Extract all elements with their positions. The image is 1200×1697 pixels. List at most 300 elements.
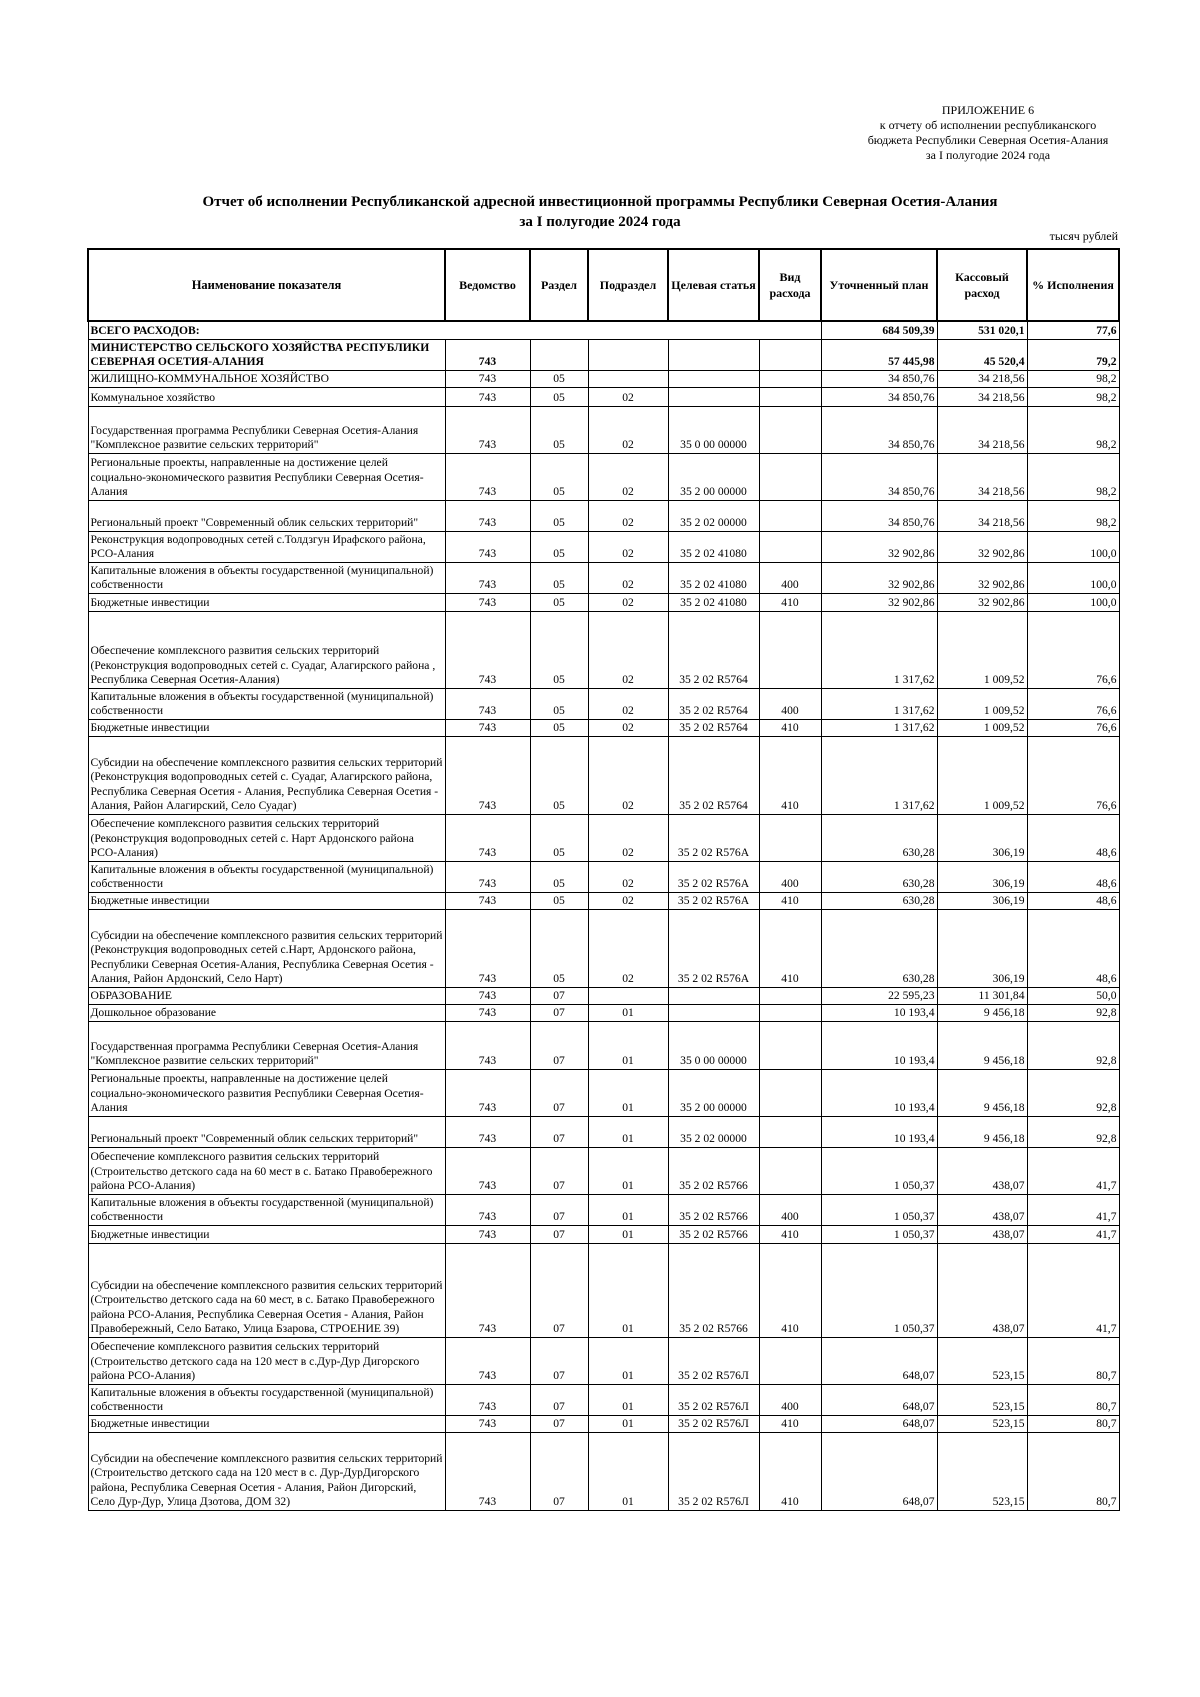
row-expense-type: 410 <box>759 1243 821 1337</box>
row-department: 743 <box>445 1069 530 1116</box>
row-cash-expense: 523,15 <box>937 1337 1027 1384</box>
row-target-item: 35 2 02 R576A <box>668 909 759 987</box>
row-target-item: 35 2 02 R5764 <box>668 736 759 814</box>
row-target-item: 35 2 02 R576A <box>668 814 759 861</box>
row-section: 05 <box>530 611 588 688</box>
table-row <box>88 387 1119 406</box>
row-cash-expense: 9 456,18 <box>937 1116 1027 1147</box>
row-plan: 32 902,86 <box>821 593 937 611</box>
table-row <box>88 1337 1119 1384</box>
row-plan: 34 850,76 <box>821 500 937 531</box>
row-percent: 48,6 <box>1027 861 1119 892</box>
row-department: 743 <box>445 500 530 531</box>
row-expense-type <box>759 531 821 562</box>
row-department: 743 <box>445 1432 530 1510</box>
row-expense-type <box>759 1021 821 1069</box>
row-name: Региональный проект "Современный облик сельских территорий" <box>88 500 445 531</box>
row-expense-type: 410 <box>759 1225 821 1243</box>
row-name: Обеспечение комплексного развития сельских территорий (Реконструкция водопроводных сетей с. Нарт Ардонского района РСО-Алания) <box>88 814 445 861</box>
row-cash-expense: 1 009,52 <box>937 736 1027 814</box>
row-name: Бюджетные инвестиции <box>88 1415 445 1432</box>
header-name: Наименование показателя <box>88 249 445 321</box>
row-name: Капитальные вложения в объекты государственной (муниципальной) собственности <box>88 861 445 892</box>
row-target-item: 35 2 02 41080 <box>668 531 759 562</box>
row-plan: 648,07 <box>821 1432 937 1510</box>
row-name: Коммунальное хозяйство <box>88 387 445 406</box>
row-cash-expense: 306,19 <box>937 909 1027 987</box>
row-target-item: 35 2 02 R5766 <box>668 1243 759 1337</box>
row-name: Бюджетные инвестиции <box>88 593 445 611</box>
row-expense-type: 410 <box>759 892 821 909</box>
row-expense-type <box>759 1004 821 1021</box>
row-percent: 41,7 <box>1027 1225 1119 1243</box>
row-department: 743 <box>445 861 530 892</box>
row-subsection: 02 <box>588 593 668 611</box>
row-cash-expense: 34 218,56 <box>937 500 1027 531</box>
row-subsection: 01 <box>588 1337 668 1384</box>
row-name: Бюджетные инвестиции <box>88 1225 445 1243</box>
row-section: 05 <box>530 370 588 387</box>
row-department: 743 <box>445 1225 530 1243</box>
row-percent: 100,0 <box>1027 562 1119 593</box>
row-target-item: 35 2 02 R576A <box>668 861 759 892</box>
row-expense-type <box>759 987 821 1004</box>
row-department: 743 <box>445 339 530 370</box>
appendix-line-3: бюджета Республики Северная Осетия-Алания <box>867 133 1109 147</box>
row-plan: 648,07 <box>821 1337 937 1384</box>
row-target-item: 35 2 02 R5764 <box>668 688 759 719</box>
row-subsection: 02 <box>588 892 668 909</box>
row-expense-type: 400 <box>759 1194 821 1225</box>
row-plan: 57 445,98 <box>821 339 937 370</box>
row-expense-type <box>759 1147 821 1194</box>
row-target-item: 35 0 00 00000 <box>668 406 759 453</box>
appendix-line-1: ПРИЛОЖЕНИЕ 6 <box>941 103 1035 117</box>
row-plan: 630,28 <box>821 892 937 909</box>
table-row <box>88 1004 1119 1021</box>
row-expense-type: 400 <box>759 688 821 719</box>
row-expense-type <box>759 370 821 387</box>
row-percent: 98,2 <box>1027 370 1119 387</box>
row-percent: 92,8 <box>1027 1004 1119 1021</box>
row-name: Капитальные вложения в объекты государственной (муниципальной) собственности <box>88 1194 445 1225</box>
row-cash-expense: 306,19 <box>937 861 1027 892</box>
table-row <box>88 1147 1119 1194</box>
row-section: 05 <box>530 892 588 909</box>
table-row <box>88 987 1119 1004</box>
table-row <box>88 1225 1119 1243</box>
row-plan: 34 850,76 <box>821 370 937 387</box>
row-name: Капитальные вложения в объекты государственной (муниципальной) собственности <box>88 688 445 719</box>
table-row <box>88 339 1119 370</box>
row-department: 743 <box>445 736 530 814</box>
row-subsection <box>588 987 668 1004</box>
table-row <box>88 1194 1119 1225</box>
report-title-line-1: Отчет об исполнении Республиканской адресной инвестиционной программы Республики Северная Осетия-Алания <box>202 194 998 210</box>
row-plan: 22 595,23 <box>821 987 937 1004</box>
row-expense-type: 410 <box>759 593 821 611</box>
row-name: Региональные проекты, направленные на достижение целей социально-экономического развития Республики Северная Осетия-Алания <box>88 1069 445 1116</box>
row-name: Субсидии на обеспечение комплексного развития сельских территорий (Реконструкция водопроводных сетей с.Нарт, Ардонского района, Республики Северная Осетия-Алания, Республика Северная Осетия - Алания, Район Ардонский, Село Нарт) <box>88 909 445 987</box>
row-name: ВСЕГО РАСХОДОВ: <box>88 321 821 339</box>
row-expense-type: 410 <box>759 1432 821 1510</box>
row-section: 07 <box>530 1194 588 1225</box>
row-plan: 32 902,86 <box>821 531 937 562</box>
row-section: 05 <box>530 406 588 453</box>
row-percent: 50,0 <box>1027 987 1119 1004</box>
row-target-item: 35 2 02 R576Л <box>668 1384 759 1415</box>
row-subsection: 02 <box>588 531 668 562</box>
row-plan: 10 193,4 <box>821 1004 937 1021</box>
row-department: 743 <box>445 562 530 593</box>
row-department: 743 <box>445 453 530 500</box>
row-percent: 100,0 <box>1027 531 1119 562</box>
row-subsection: 02 <box>588 736 668 814</box>
row-cash-expense: 306,19 <box>937 814 1027 861</box>
row-section: 05 <box>530 531 588 562</box>
row-percent: 41,7 <box>1027 1147 1119 1194</box>
row-section: 05 <box>530 861 588 892</box>
units-label: тысяч рублей <box>1049 229 1118 243</box>
appendix-line-4: за I полугодие 2024 года <box>925 148 1051 162</box>
row-percent: 48,6 <box>1027 892 1119 909</box>
row-subsection: 01 <box>588 1147 668 1194</box>
row-section: 05 <box>530 688 588 719</box>
row-subsection: 02 <box>588 562 668 593</box>
row-name: Региональные проекты, направленные на достижение целей социально-экономического развития Республики Северная Осетия-Алания <box>88 453 445 500</box>
row-cash-expense: 438,07 <box>937 1147 1027 1194</box>
row-cash-expense: 9 456,18 <box>937 1069 1027 1116</box>
header-section: Раздел <box>530 249 588 321</box>
row-plan: 34 850,76 <box>821 453 937 500</box>
row-plan: 10 193,4 <box>821 1021 937 1069</box>
row-name: Бюджетные инвестиции <box>88 892 445 909</box>
row-subsection: 02 <box>588 688 668 719</box>
row-subsection: 01 <box>588 1116 668 1147</box>
row-expense-type <box>759 1337 821 1384</box>
row-percent: 79,2 <box>1027 339 1119 370</box>
row-percent: 48,6 <box>1027 909 1119 987</box>
appendix-line-2: к отчету об исполнении республиканского <box>879 118 1097 132</box>
table-row <box>88 500 1119 531</box>
row-cash-expense: 531 020,1 <box>937 321 1027 339</box>
row-cash-expense: 1 009,52 <box>937 719 1027 736</box>
row-subsection: 01 <box>588 1415 668 1432</box>
row-expense-type <box>759 387 821 406</box>
row-name: Реконструкция водопроводных сетей с.Толдзгун Ирафского района, РСО-Алания <box>88 531 445 562</box>
header-percent: % Исполнения <box>1027 249 1119 321</box>
row-percent: 92,8 <box>1027 1069 1119 1116</box>
row-subsection: 02 <box>588 453 668 500</box>
table-row <box>88 736 1119 814</box>
row-expense-type <box>759 339 821 370</box>
row-section: 07 <box>530 1415 588 1432</box>
row-percent: 98,2 <box>1027 453 1119 500</box>
row-cash-expense: 438,07 <box>937 1194 1027 1225</box>
table-row <box>88 688 1119 719</box>
row-target-item: 35 2 02 R5766 <box>668 1225 759 1243</box>
row-section: 05 <box>530 562 588 593</box>
row-expense-type <box>759 611 821 688</box>
row-expense-type: 400 <box>759 1384 821 1415</box>
row-name: Обеспечение комплексного развития сельских территорий (Строительство детского сада на 120 мест в с.Дур-Дур Дигорского района РСО-Алания) <box>88 1337 445 1384</box>
row-cash-expense: 438,07 <box>937 1225 1027 1243</box>
table-row <box>88 814 1119 861</box>
report-title-line-2: за I полугодие 2024 года <box>519 214 681 230</box>
row-cash-expense: 9 456,18 <box>937 1004 1027 1021</box>
row-percent: 41,7 <box>1027 1194 1119 1225</box>
row-subsection: 01 <box>588 1243 668 1337</box>
row-target-item: 35 2 02 R5766 <box>668 1147 759 1194</box>
row-percent: 76,6 <box>1027 736 1119 814</box>
row-percent: 76,6 <box>1027 611 1119 688</box>
row-section: 07 <box>530 1021 588 1069</box>
row-plan: 630,28 <box>821 814 937 861</box>
row-plan: 648,07 <box>821 1384 937 1415</box>
row-section: 05 <box>530 909 588 987</box>
row-percent: 80,7 <box>1027 1432 1119 1510</box>
row-expense-type: 410 <box>759 1415 821 1432</box>
row-percent: 92,8 <box>1027 1116 1119 1147</box>
row-department: 743 <box>445 1021 530 1069</box>
row-name: Региональный проект "Современный облик сельских территорий" <box>88 1116 445 1147</box>
row-target-item: 35 2 02 00000 <box>668 500 759 531</box>
appendix-block <box>798 103 1178 163</box>
table-row <box>88 1384 1119 1415</box>
row-expense-type <box>759 406 821 453</box>
row-subsection: 02 <box>588 909 668 987</box>
row-plan: 32 902,86 <box>821 562 937 593</box>
row-department: 743 <box>445 593 530 611</box>
row-cash-expense: 306,19 <box>937 892 1027 909</box>
row-plan: 630,28 <box>821 909 937 987</box>
row-plan: 10 193,4 <box>821 1069 937 1116</box>
row-department: 743 <box>445 1147 530 1194</box>
row-section: 05 <box>530 593 588 611</box>
row-target-item: 35 2 02 R576Л <box>668 1337 759 1384</box>
row-target-item <box>668 987 759 1004</box>
row-plan: 1 317,62 <box>821 736 937 814</box>
row-cash-expense: 523,15 <box>937 1384 1027 1415</box>
row-plan: 648,07 <box>821 1415 937 1432</box>
table-row <box>88 861 1119 892</box>
report-title <box>90 192 1110 232</box>
row-department: 743 <box>445 909 530 987</box>
row-percent: 76,6 <box>1027 719 1119 736</box>
row-section: 07 <box>530 1147 588 1194</box>
row-department: 743 <box>445 370 530 387</box>
header-target-item: Целевая статья <box>668 249 759 321</box>
row-percent: 100,0 <box>1027 593 1119 611</box>
row-department: 743 <box>445 387 530 406</box>
row-target-item: 35 2 02 41080 <box>668 593 759 611</box>
row-subsection: 02 <box>588 611 668 688</box>
row-section: 05 <box>530 814 588 861</box>
row-section: 07 <box>530 1337 588 1384</box>
row-plan: 630,28 <box>821 861 937 892</box>
row-expense-type <box>759 1069 821 1116</box>
header-plan: Уточненный план <box>821 249 937 321</box>
row-section: 05 <box>530 500 588 531</box>
row-target-item: 35 2 00 00000 <box>668 453 759 500</box>
row-cash-expense: 1 009,52 <box>937 611 1027 688</box>
row-percent: 80,7 <box>1027 1337 1119 1384</box>
report-table <box>87 248 1120 1511</box>
row-expense-type <box>759 1116 821 1147</box>
row-expense-type <box>759 500 821 531</box>
row-subsection: 01 <box>588 1004 668 1021</box>
row-department: 743 <box>445 1384 530 1415</box>
row-name: Обеспечение комплексного развития сельских территорий (Строительство детского сада на 60 мест в с. Батако Правобережного района РСО-Алания) <box>88 1147 445 1194</box>
row-expense-type: 400 <box>759 562 821 593</box>
row-section <box>530 339 588 370</box>
row-cash-expense: 34 218,56 <box>937 406 1027 453</box>
row-cash-expense: 523,15 <box>937 1432 1027 1510</box>
table-row <box>88 370 1119 387</box>
row-expense-type: 410 <box>759 719 821 736</box>
row-target-item <box>668 339 759 370</box>
row-plan: 684 509,39 <box>821 321 937 339</box>
row-section: 07 <box>530 1384 588 1415</box>
row-plan: 10 193,4 <box>821 1116 937 1147</box>
row-percent: 92,8 <box>1027 1021 1119 1069</box>
row-name: Государственная программа Республики Северная Осетия-Алания "Комплексное развитие сельских территорий" <box>88 406 445 453</box>
row-department: 743 <box>445 688 530 719</box>
table-row <box>88 562 1119 593</box>
row-plan: 1 050,37 <box>821 1147 937 1194</box>
row-target-item <box>668 370 759 387</box>
table-row <box>88 892 1119 909</box>
row-section: 07 <box>530 987 588 1004</box>
row-section: 07 <box>530 1225 588 1243</box>
row-percent: 98,2 <box>1027 406 1119 453</box>
row-cash-expense: 523,15 <box>937 1415 1027 1432</box>
row-plan: 1 317,62 <box>821 611 937 688</box>
row-plan: 34 850,76 <box>821 387 937 406</box>
row-name: ОБРАЗОВАНИЕ <box>88 987 445 1004</box>
header-subsection: Подраздел <box>588 249 668 321</box>
table-row <box>88 719 1119 736</box>
row-percent: 48,6 <box>1027 814 1119 861</box>
row-cash-expense: 1 009,52 <box>937 688 1027 719</box>
row-name: Бюджетные инвестиции <box>88 719 445 736</box>
row-plan: 1 050,37 <box>821 1243 937 1337</box>
row-name: Государственная программа Республики Северная Осетия-Алания "Комплексное развитие сельских территорий" <box>88 1021 445 1069</box>
row-section: 07 <box>530 1116 588 1147</box>
row-plan: 1 317,62 <box>821 719 937 736</box>
table-row <box>88 531 1119 562</box>
table-row <box>88 1432 1119 1510</box>
row-department: 743 <box>445 1004 530 1021</box>
row-section: 07 <box>530 1004 588 1021</box>
table-row <box>88 406 1119 453</box>
row-subsection <box>588 370 668 387</box>
row-subsection: 01 <box>588 1069 668 1116</box>
table-row <box>88 1415 1119 1432</box>
row-expense-type <box>759 814 821 861</box>
row-subsection: 01 <box>588 1021 668 1069</box>
row-percent: 77,6 <box>1027 321 1119 339</box>
row-name: Субсидии на обеспечение комплексного развития сельских территорий (Строительство детского сада на 120 мест в с. Дур-ДурДигорского района, Республика Северная Осетия - Алания, Район Дигорский, Село Дур-Дур, Улица Дзотова, ДОМ 32) <box>88 1432 445 1510</box>
table-row <box>88 321 1119 339</box>
table-header-row <box>88 249 1119 321</box>
row-section: 05 <box>530 719 588 736</box>
row-subsection: 02 <box>588 387 668 406</box>
row-section: 05 <box>530 736 588 814</box>
row-cash-expense: 32 902,86 <box>937 593 1027 611</box>
row-target-item: 35 2 02 R5764 <box>668 719 759 736</box>
row-section: 05 <box>530 453 588 500</box>
row-cash-expense: 9 456,18 <box>937 1021 1027 1069</box>
row-department: 743 <box>445 611 530 688</box>
row-subsection <box>588 339 668 370</box>
row-name: Субсидии на обеспечение комплексного развития сельских территорий (Реконструкция водопроводных сетей с. Суадаг, Алагирского района, Республика Северная Осетия - Алания, Республика Северная Осетия - Алания, Район Алагирский, Село Суадаг) <box>88 736 445 814</box>
row-cash-expense: 11 301,84 <box>937 987 1027 1004</box>
row-cash-expense: 32 902,86 <box>937 531 1027 562</box>
row-name: Капитальные вложения в объекты государственной (муниципальной) собственности <box>88 1384 445 1415</box>
row-target-item <box>668 1004 759 1021</box>
row-target-item: 35 2 02 R5764 <box>668 611 759 688</box>
row-department: 743 <box>445 719 530 736</box>
row-target-item: 35 2 02 R576A <box>668 892 759 909</box>
row-target-item: 35 0 00 00000 <box>668 1021 759 1069</box>
row-target-item: 35 2 02 41080 <box>668 562 759 593</box>
row-subsection: 01 <box>588 1384 668 1415</box>
header-department: Ведомство <box>445 249 530 321</box>
row-section: 07 <box>530 1069 588 1116</box>
row-section: 07 <box>530 1432 588 1510</box>
row-target-item: 35 2 02 00000 <box>668 1116 759 1147</box>
row-name: Обеспечение комплексного развития сельских территорий (Реконструкция водопроводных сетей с. Суадаг, Алагирского района , Республика Северная Осетия-Алания) <box>88 611 445 688</box>
table-row <box>88 1021 1119 1069</box>
row-subsection: 01 <box>588 1194 668 1225</box>
row-percent: 76,6 <box>1027 688 1119 719</box>
row-department: 743 <box>445 1415 530 1432</box>
row-name: ЖИЛИЩНО-КОММУНАЛЬНОЕ ХОЗЯЙСТВО <box>88 370 445 387</box>
row-expense-type: 410 <box>759 909 821 987</box>
row-name: Дошкольное образование <box>88 1004 445 1021</box>
row-cash-expense: 438,07 <box>937 1243 1027 1337</box>
row-percent: 80,7 <box>1027 1415 1119 1432</box>
row-plan: 1 050,37 <box>821 1194 937 1225</box>
table-row <box>88 1243 1119 1337</box>
row-target-item: 35 2 02 R576Л <box>668 1415 759 1432</box>
row-department: 743 <box>445 1116 530 1147</box>
row-expense-type: 400 <box>759 861 821 892</box>
row-cash-expense: 32 902,86 <box>937 562 1027 593</box>
header-cash-expense: Кассовый расход <box>937 249 1027 321</box>
row-cash-expense: 45 520,4 <box>937 339 1027 370</box>
row-name: Капитальные вложения в объекты государственной (муниципальной) собственности <box>88 562 445 593</box>
row-expense-type: 410 <box>759 736 821 814</box>
row-department: 743 <box>445 987 530 1004</box>
row-expense-type <box>759 453 821 500</box>
row-plan: 1 050,37 <box>821 1225 937 1243</box>
row-target-item <box>668 387 759 406</box>
row-percent: 98,2 <box>1027 500 1119 531</box>
table-row <box>88 909 1119 987</box>
header-expense-type: Вид расхода <box>759 249 821 321</box>
row-subsection: 02 <box>588 861 668 892</box>
row-subsection: 01 <box>588 1432 668 1510</box>
row-percent: 98,2 <box>1027 387 1119 406</box>
row-name: Субсидии на обеспечение комплексного развития сельских территорий (Строительство детского сада на 60 мест, в с. Батако Правобережного района РСО-Алания, Республика Северная Осетия - Алания, Район Правобережный, Село Батако, Улица Бзарова, СТРОЕНИЕ 39) <box>88 1243 445 1337</box>
row-plan: 34 850,76 <box>821 406 937 453</box>
row-department: 743 <box>445 1243 530 1337</box>
table-row <box>88 593 1119 611</box>
table-row <box>88 1069 1119 1116</box>
row-department: 743 <box>445 1194 530 1225</box>
